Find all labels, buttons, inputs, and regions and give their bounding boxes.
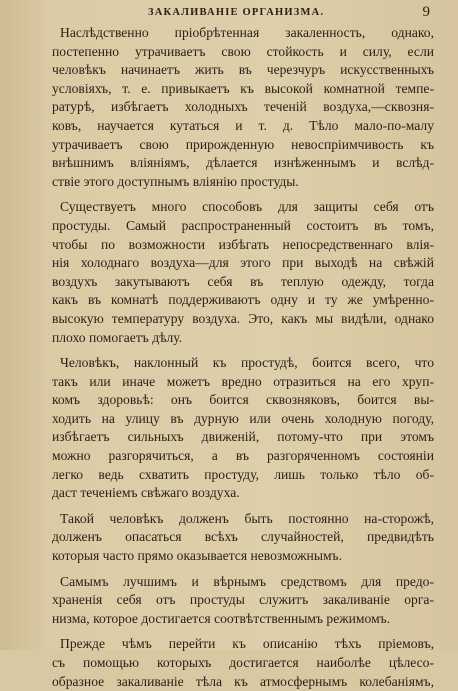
text-line: человѣкъ начинаетъ жить въ черезчуръ искусственныхъ (52, 62, 434, 78)
text-line: высокую температуру воздуха. Это, какъ мы видѣли, однако (52, 310, 434, 326)
body-text (52, 24, 434, 691)
paragraph-6 (52, 635, 434, 691)
paragraph-3 (52, 354, 434, 503)
text-line: храненiя себя отъ простуды служитъ закаливанiе орга- (52, 592, 434, 608)
text-line: долженъ опасаться всѣхъ случайностей, предвидѣть (52, 529, 434, 545)
paragraph-5 (52, 573, 434, 629)
text-line: условiяхъ, т. е. привыкаетъ къ высокой комнатной темпе- (52, 80, 434, 96)
text-line: избѣгаетъ сильныхъ движенiй, потому-что при этомъ (52, 429, 434, 445)
text-line: чтобы по возможности избѣгать непосредственнаго влiя- (52, 236, 434, 252)
paragraph-4 (52, 510, 434, 566)
text-line: ходить на улицу въ дурную или очень холодную погоду, (52, 410, 434, 426)
text-line: Самымъ лучшимъ и вѣрнымъ средствомъ для предо- (60, 573, 434, 589)
text-line: простуды. Самый распространенный состоитъ въ томъ, (52, 217, 434, 233)
text-line: плохо помогаетъ дѣлу. (52, 329, 183, 345)
text-line: съ помощью которыхъ достигается наиболѣе цѣлесо- (52, 655, 434, 670)
text-line: ковъ, научается кутаться и т. д. Тѣло мало-по-малу (52, 117, 434, 133)
text-line: ствiе этого доступнымъ влiянiю простуды. (52, 173, 299, 189)
running-head (52, 4, 434, 24)
text-line: комъ здоровьѣ: онъ боится сквозняковъ, боится вы- (52, 392, 434, 408)
page-number: 9 (422, 4, 430, 20)
text-line: которыя часто прямо оказывается невозможнымъ. (52, 548, 342, 564)
text-line: Человѣкъ, наклонный къ простудѣ, боится всего, что (60, 355, 434, 371)
text-line: ратурѣ, избѣгаетъ холодныхъ теченiй воздуха,—сквозня- (52, 99, 434, 115)
text-line: такъ или иначе можетъ вредно отразиться на его хруп- (52, 373, 434, 389)
paragraph-2 (52, 198, 434, 347)
text-line: Прежде чѣмъ перейти къ описанiю тѣхъ прiемовъ, (60, 636, 434, 652)
text-line: даст теченiемъ свѣжаго воздуха. (52, 485, 240, 501)
text-line: низма, которое достигается соотвѣтственнымъ режимомъ. (52, 610, 391, 626)
text-line: какъ въ комнатѣ поддерживаютъ одну и ту же умѣренно- (52, 292, 434, 308)
text-line: нiя холоднаго воздуха—для этого при выходѣ на свѣжiй (52, 255, 434, 271)
text-line: постепенно утрачиваетъ свою стойкость и силу, если (52, 43, 434, 59)
text-line: воздухъ закутываютъ себя въ теплую одежду, тогда (52, 273, 434, 289)
text-line: образное закаливанiе тѣла къ атмосфернымъ колебанiямъ, (52, 673, 434, 689)
paragraph-1 (52, 24, 434, 191)
text-line: Существуетъ много способовъ для защиты себя отъ (60, 199, 434, 215)
text-line: внѣшнимъ влiянiямъ, дѣлается изнѣженнымъ и вслѣд- (52, 155, 434, 171)
text-line: можно разгорячиться, а въ разгоряченномъ состоянiи (52, 448, 434, 464)
running-title: ЗАКАЛИВАНIЕ ОРГАНИЗМА. (148, 7, 325, 18)
text-line: утрачиваетъ свою прирожденную невоспрiимчивость къ (52, 136, 434, 152)
text-line: Наслѣдственно прiобрѣтенная закаленность, однако, (60, 25, 434, 40)
text-line: легко ведь схватить простуду, лишь только тѣло об- (52, 466, 434, 482)
text-line: Такой человѣкъ долженъ быть постоянно на-сторожѣ, (60, 510, 434, 526)
